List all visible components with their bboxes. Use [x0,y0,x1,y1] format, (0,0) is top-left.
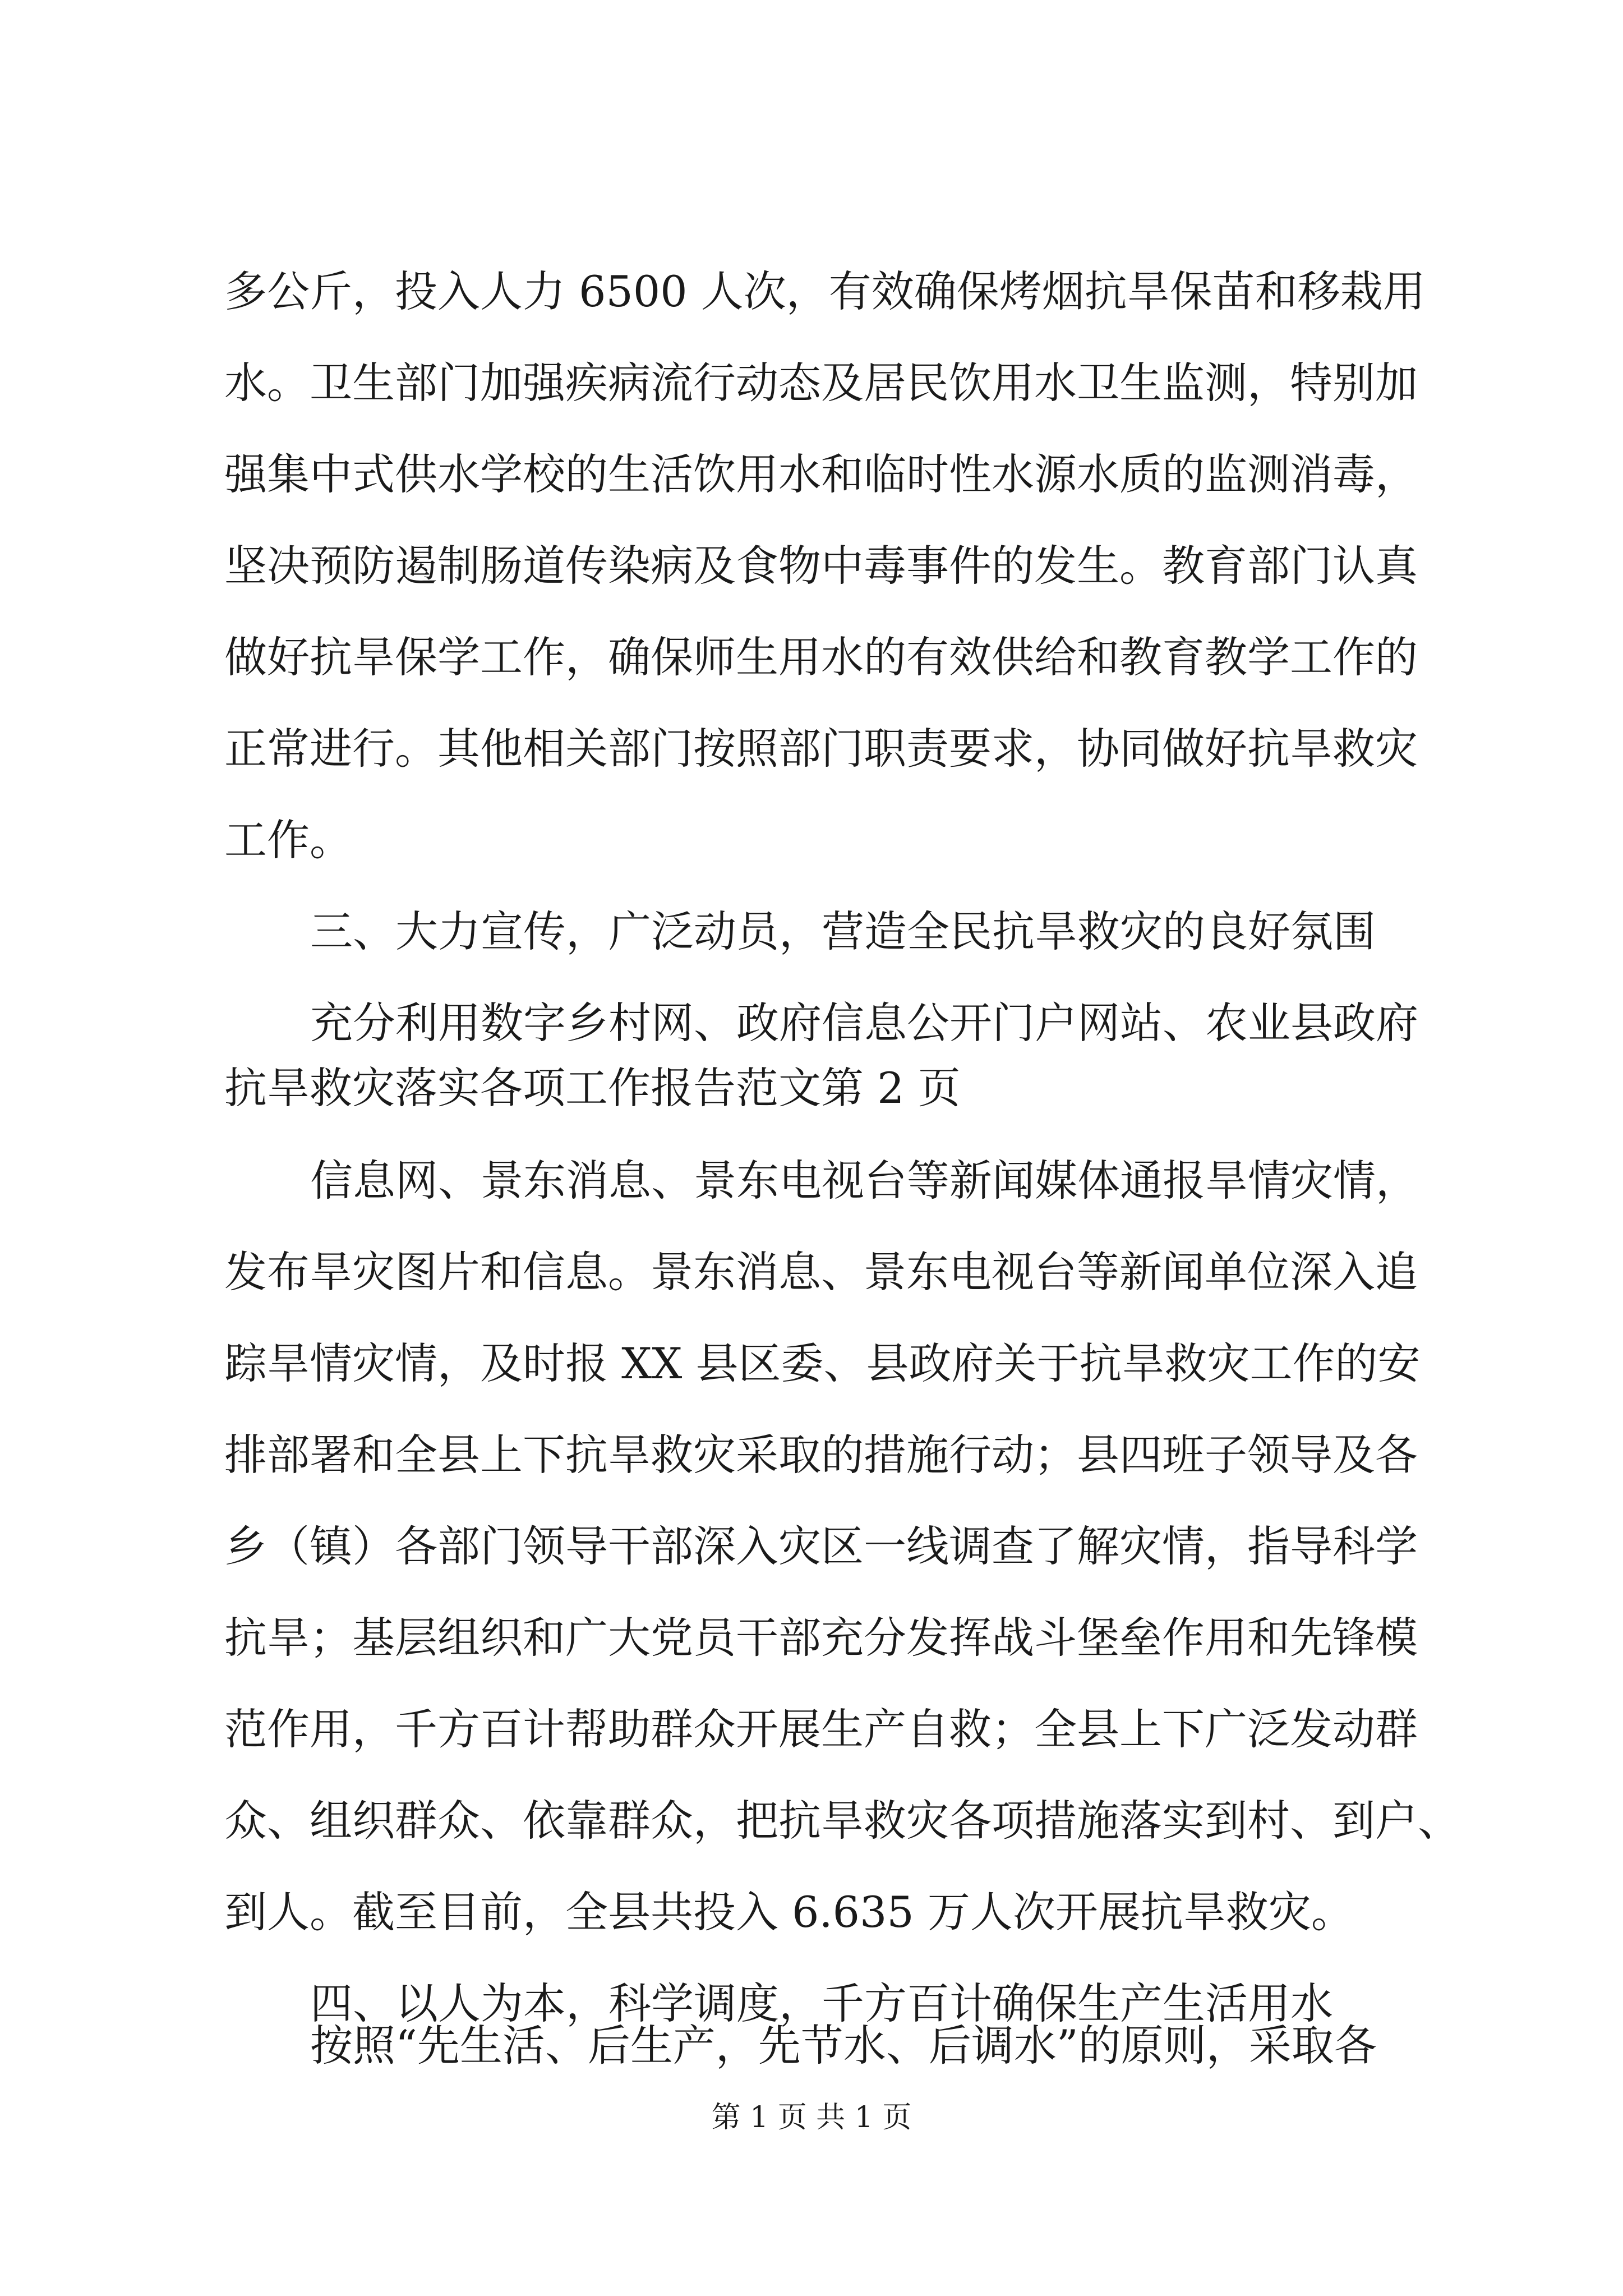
page-title-line: 抗旱救灾落实各项工作报告范文第 2 页 [224,1063,961,1113]
section-heading: 三、大力宣传，广泛动员，营造全民抗旱救灾的良好氛围 [310,907,1376,956]
body-line: 工作。 [224,815,352,865]
body-line: 到人。截至目前，全县共投入 6.635 万人次开展抗旱救灾。 [224,1887,1354,1937]
body-line: 正常进行。其他相关部门按照部门职责要求，协同做好抗旱救灾 [224,724,1418,774]
body-line: 发布旱灾图片和信息。景东消息、景东电视台等新闻单位深入追 [224,1247,1418,1297]
body-line: 乡（镇）各部门领导干部深入灾区一线调查了解灾情，指导科学 [224,1521,1418,1571]
body-line: 坚决预防遏制肠道传染病及食物中毒事件的发生。教育部门认真 [224,541,1418,591]
body-line: 多公斤，投入人力 6500 人次，有效确保烤烟抗旱保苗和移栽用 [224,266,1426,316]
body-line: 范作用，千方百计帮助群众开展生产自救；全县上下广泛发动群 [224,1704,1418,1754]
body-line: 按照“先生活、后生产，先节水、后调水”的原则，采取各 [310,2021,1377,2070]
body-line: 众、组织群众、依靠群众，把抗旱救灾各项措施落实到村、到户、 [224,1796,1460,1846]
body-line: 信息网、景东消息、景东电视台等新闻媒体通报旱情灾情， [310,1156,1418,1205]
body-line: 水。卫生部门加强疾病流行动态及居民饮用水卫生监测，特别加 [224,358,1418,408]
body-line: 排部署和全县上下抗旱救灾采取的措施行动；县四班子领导及各 [224,1430,1418,1480]
body-line: 充分利用数字乡村网、政府信息公开门户网站、农业县政府 [310,998,1418,1048]
body-line: 抗旱；基层组织和广大党员干部充分发挥战斗堡垒作用和先锋模 [224,1613,1418,1663]
body-line: 做好抗旱保学工作，确保师生用水的有效供给和教育教学工作的 [224,632,1418,682]
body-line: 强集中式供水学校的生活饮用水和临时性水源水质的监测消毒， [224,449,1418,499]
section-heading: 四、以人为本，科学调度，千方百计确保生产生活用水 [310,1978,1333,2028]
body-line: 踪旱情灾情，及时报 XX 县区委、县政府关于抗旱救灾工作的安 [224,1338,1421,1388]
page-footer: 第 1 页 共 1 页 [711,2101,912,2134]
